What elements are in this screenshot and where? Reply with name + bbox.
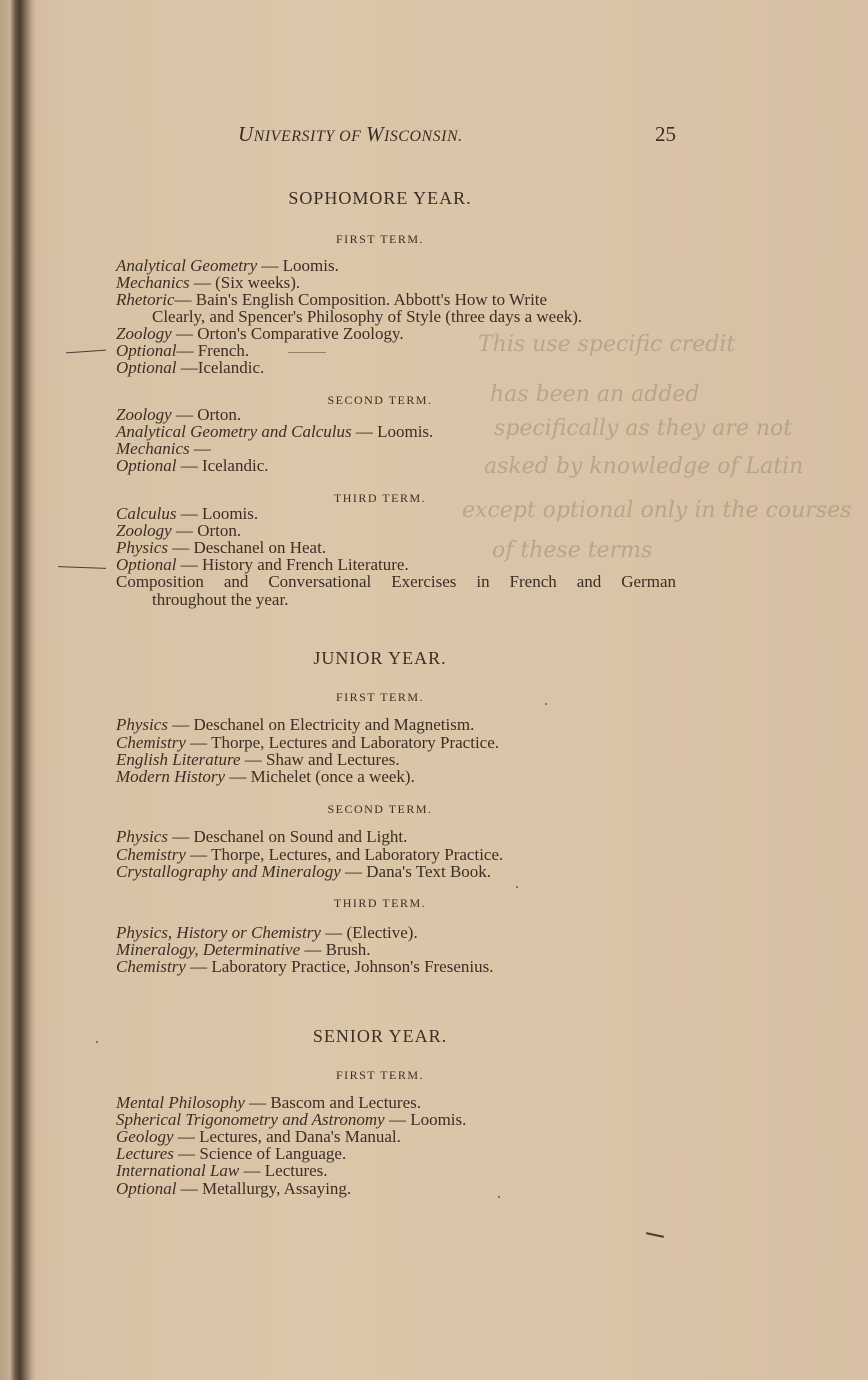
- rh-smallcaps-1: NIVERSITY OF: [253, 128, 366, 145]
- senior-year-heading: SENIOR YEAR.: [312, 1026, 448, 1046]
- course-line: [116, 716, 474, 734]
- course-detail: — Loomis.: [257, 256, 339, 275]
- course-subject: International Law: [116, 1161, 240, 1180]
- course-detail: — Bascom and Lectures.: [244, 1093, 421, 1112]
- course-line: [116, 863, 491, 881]
- course-line: [116, 1162, 328, 1180]
- course-subject: Spherical Trigonometry and Astronomy: [116, 1110, 385, 1129]
- course-line: [116, 573, 676, 591]
- course-detail: — Thorpe, Lectures and Laboratory Practice.: [185, 733, 500, 752]
- course-subject: Chemistry: [116, 733, 186, 752]
- course-subject: Modern History: [116, 767, 226, 786]
- sophomore-second-term-heading: SECOND TERM.: [327, 393, 433, 407]
- course-detail: — Laboratory Practice, Johnson's Fresenius.: [185, 957, 494, 976]
- pencil-annotation: asked by knowledge of Latin: [484, 454, 804, 479]
- course-detail: —Icelandic.: [176, 358, 265, 377]
- pencil-annotation: This use specific credit: [478, 332, 736, 357]
- course-line: [116, 457, 269, 475]
- course-detail: — Lectures, and Dana's Manual.: [173, 1127, 401, 1146]
- course-detail: — Science of Language.: [173, 1144, 347, 1163]
- course-detail: — (Six weeks).: [189, 273, 301, 292]
- course-subject: Zoology: [116, 521, 172, 540]
- margin-pen-mark: [66, 350, 106, 354]
- course-subject: Physics: [116, 715, 168, 734]
- course-detail: — Loomis.: [384, 1110, 467, 1129]
- course-subject: Optional: [116, 1179, 177, 1198]
- course-detail: — Icelandic.: [176, 456, 269, 475]
- course-subject: Mental Philosophy: [116, 1093, 245, 1112]
- paper-speck: [545, 703, 547, 705]
- junior-year-heading: JUNIOR YEAR.: [313, 648, 447, 668]
- course-detail: — History and French Literature.: [176, 555, 409, 574]
- course-detail: — (Elective).: [320, 923, 418, 942]
- course-subject: Rhetoric: [116, 290, 175, 309]
- course-detail: — Lectures.: [239, 1161, 328, 1180]
- course-subject: Zoology: [116, 324, 172, 343]
- rh-cap-w: W: [365, 122, 384, 146]
- course-line: [116, 359, 264, 377]
- margin-pen-mark: [288, 352, 326, 353]
- course-detail: — Orton's Comparative Zoology.: [171, 324, 404, 343]
- course-detail: — Deschanel on Sound and Light.: [167, 827, 408, 846]
- course-subject: Crystallography and Mineralogy: [116, 862, 341, 881]
- course-line: [116, 828, 407, 846]
- junior-first-term-heading: FIRST TERM.: [335, 690, 425, 704]
- stray-mark: [646, 1232, 664, 1238]
- course-detail: throughout the year.: [152, 590, 289, 609]
- course-subject: Mechanics: [116, 439, 190, 458]
- junior-third-term-heading: THIRD TERM.: [333, 896, 427, 910]
- course-subject: Analytical Geometry: [116, 256, 258, 275]
- rh-cap-u: U: [238, 122, 254, 146]
- course-detail: — Dana's Text Book.: [340, 862, 492, 881]
- course-detail: — Brush.: [300, 940, 371, 959]
- running-head: [238, 122, 678, 150]
- course-detail: — Orton.: [171, 521, 242, 540]
- course-detail: — Metallurgy, Assaying.: [176, 1179, 352, 1198]
- paper-speck: [516, 886, 518, 888]
- course-subject: English Literature: [116, 750, 241, 769]
- course-detail: — French.: [176, 341, 250, 360]
- course-subject: Geology: [116, 1127, 174, 1146]
- sophomore-first-term-heading: FIRST TERM.: [335, 232, 425, 246]
- pencil-annotation: specifically as they are not: [494, 416, 793, 441]
- course-detail: — Thorpe, Lectures, and Laboratory Practice.: [185, 845, 504, 864]
- course-subject: Calculus: [116, 504, 177, 523]
- course-subject: Mechanics: [116, 273, 190, 292]
- course-detail: — Bain's English Composition. Abbott's How to Write: [174, 290, 548, 309]
- course-subject: Analytical Geometry and Calculus: [116, 422, 352, 441]
- course-detail: — Deschanel on Electricity and Magnetism.: [167, 715, 475, 734]
- course-subject: Physics, History or Chemistry: [116, 923, 321, 942]
- course-line: [116, 768, 415, 786]
- course-detail: — Michelet (once a week).: [225, 767, 415, 786]
- course-subject: Optional: [116, 341, 177, 360]
- paper-speck: [96, 1041, 98, 1043]
- sophomore-year-heading: SOPHOMORE YEAR.: [288, 188, 472, 208]
- course-subject: Chemistry: [116, 957, 186, 976]
- course-subject: Physics: [116, 538, 168, 557]
- course-subject: Optional: [116, 456, 177, 475]
- course-detail: — Loomis.: [176, 504, 259, 523]
- margin-pen-mark: [58, 566, 106, 569]
- course-subject: Mineralogy, Determinative: [116, 940, 301, 959]
- course-subject: Zoology: [116, 405, 172, 424]
- course-detail: — Orton.: [171, 405, 242, 424]
- course-detail: — Deschanel on Heat.: [167, 538, 327, 557]
- course-line-continued: [152, 591, 288, 609]
- pencil-annotation: has been an added: [490, 382, 700, 407]
- course-detail: —: [189, 439, 211, 458]
- senior-first-term-heading: FIRST TERM.: [335, 1068, 425, 1082]
- course-subject: Optional: [116, 555, 177, 574]
- rh-smallcaps-2: ISCONSIN.: [383, 128, 463, 145]
- course-subject: Lectures: [116, 1144, 174, 1163]
- course-line: [116, 1180, 351, 1198]
- running-head-title: [238, 122, 463, 147]
- pencil-annotation: except optional only in the courses: [462, 498, 852, 523]
- junior-second-term-heading: SECOND TERM.: [327, 802, 433, 816]
- paper-speck: [498, 1196, 500, 1198]
- course-subject: Optional: [116, 358, 177, 377]
- course-detail: — Loomis.: [351, 422, 434, 441]
- pencil-annotation: of these terms: [492, 538, 653, 563]
- course-subject: Physics: [116, 827, 168, 846]
- course-detail: Clearly, and Spencer's Philosophy of Style (three days a week).: [152, 307, 583, 326]
- course-detail: — Shaw and Lectures.: [240, 750, 400, 769]
- course-line: [116, 958, 493, 976]
- course-subject: Chemistry: [116, 845, 186, 864]
- sophomore-third-term-heading: THIRD TERM.: [333, 491, 427, 505]
- page-number: 25: [655, 122, 676, 146]
- course-detail: Composition and Conversational Exercises in French and German: [116, 572, 676, 591]
